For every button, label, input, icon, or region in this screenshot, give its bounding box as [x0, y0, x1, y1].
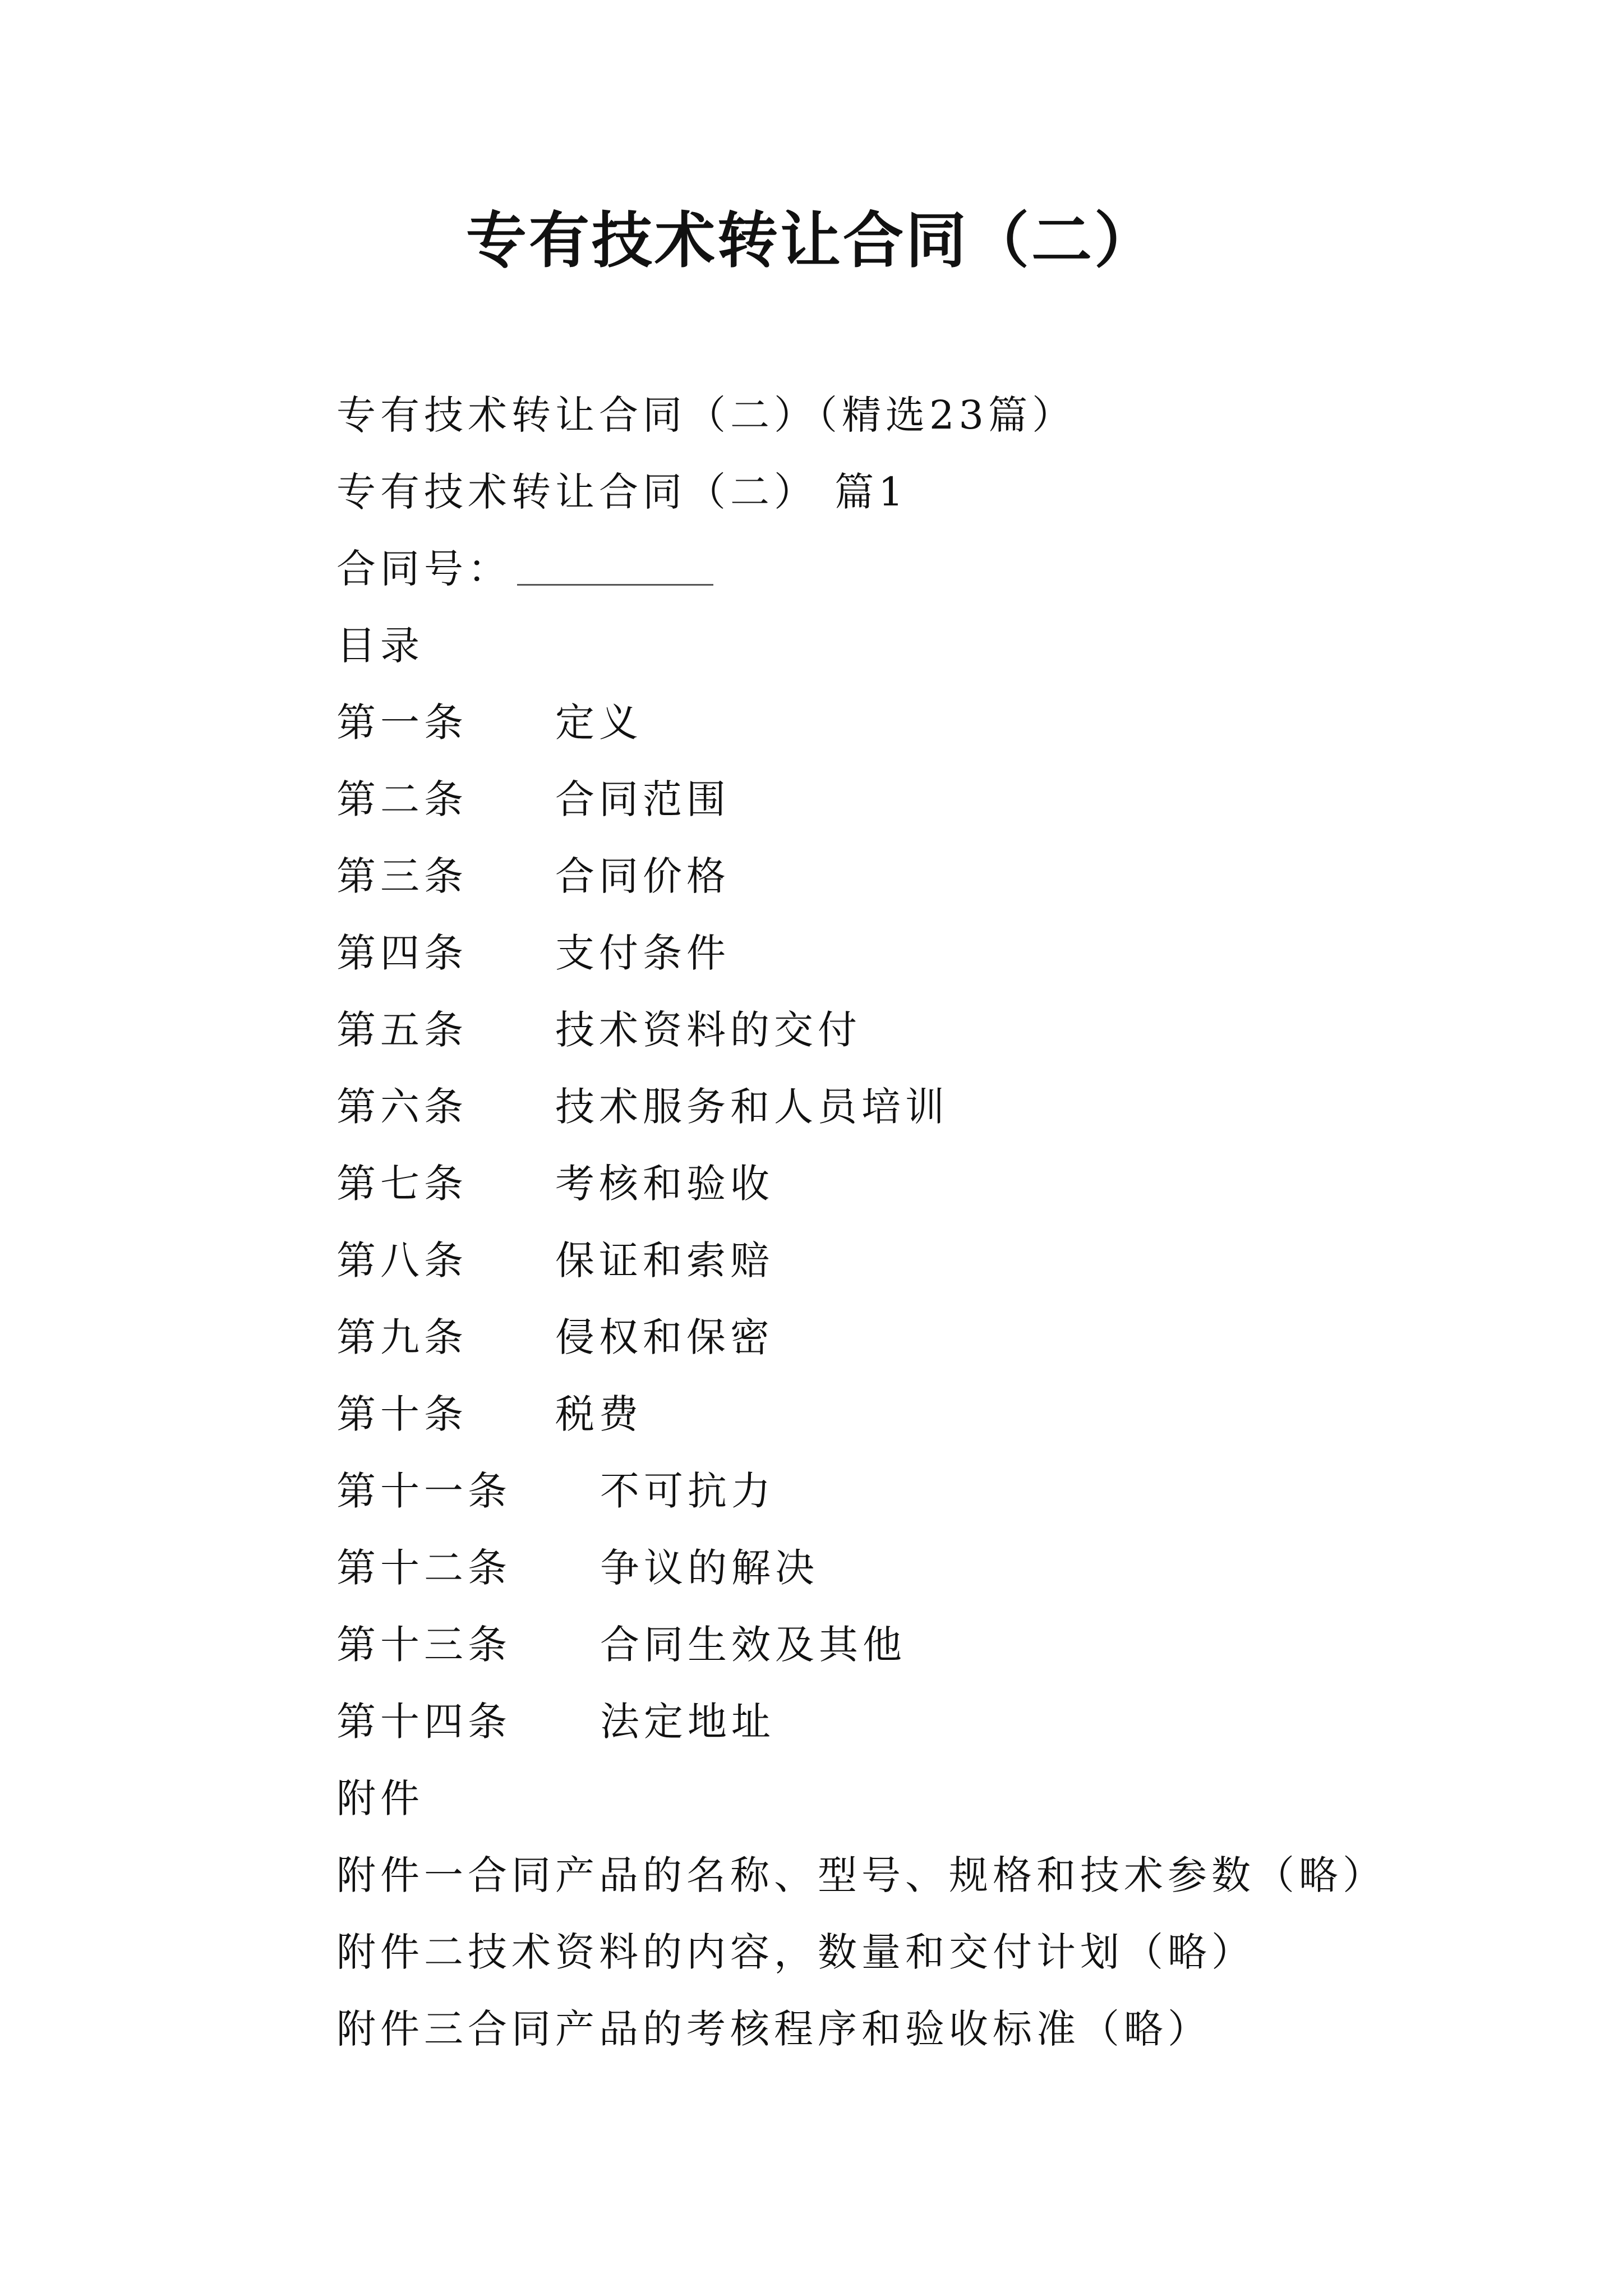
- article-number: 第十条: [336, 1391, 468, 1437]
- article-title: 技术资料的交付: [555, 1007, 861, 1053]
- article-number: 第六条: [336, 1084, 468, 1130]
- article-number: 第十二条: [336, 1545, 511, 1591]
- article-number: 第十四条: [336, 1699, 511, 1745]
- toc-article: [336, 1453, 1514, 1530]
- document-body: [336, 377, 1514, 2068]
- toc-article: [336, 992, 1514, 1069]
- section-heading: 专有技术转让合同（二） 篇1: [336, 469, 908, 515]
- article-title: 侵权和保密: [555, 1314, 774, 1360]
- article-title: 保证和索赔: [555, 1237, 774, 1283]
- article-title: 定义: [555, 700, 643, 746]
- article-title: 考核和验收: [555, 1161, 774, 1207]
- article-number: 第七条: [336, 1161, 468, 1207]
- contract-number-blank: [517, 550, 713, 586]
- article-title: 合同生效及其他: [600, 1622, 906, 1668]
- toc-article: [336, 684, 1514, 761]
- toc-article: [336, 1145, 1514, 1222]
- toc-article: [336, 761, 1514, 838]
- article-title: 技术服务和人员培训: [555, 1084, 949, 1130]
- article-number: 第五条: [336, 1007, 468, 1053]
- article-number: 第二条: [336, 776, 468, 822]
- article-title: 支付条件: [555, 930, 730, 976]
- toc-article: [336, 915, 1514, 992]
- article-number: 第九条: [336, 1314, 468, 1360]
- toc-article: [336, 1069, 1514, 1145]
- article-number: 第十三条: [336, 1622, 511, 1668]
- toc-article: [336, 1683, 1514, 1760]
- toc-article: [336, 1607, 1514, 1683]
- appendix-heading: 附件: [336, 1775, 424, 1821]
- article-number: 第一条: [336, 700, 468, 746]
- appendix-item: 附件三合同产品的考核程序和验收标准（略）: [336, 2006, 1211, 2052]
- toc-article: [336, 838, 1514, 915]
- contract-number-label: 合同号：: [336, 546, 511, 592]
- contract-number-line: [336, 531, 1514, 608]
- article-title: 法定地址: [600, 1699, 775, 1745]
- article-title: 税费: [555, 1391, 643, 1437]
- article-number: 第十一条: [336, 1468, 511, 1514]
- document-title: 专有技术转让合同（二）: [465, 206, 1157, 276]
- document-subtitle: 专有技术转让合同（二）（精选23篇）: [336, 392, 1076, 438]
- article-number: 第四条: [336, 930, 468, 976]
- toc-article: [336, 1222, 1514, 1299]
- article-title: 合同范围: [555, 776, 730, 822]
- article-title: 争议的解决: [600, 1545, 819, 1591]
- appendix-item: 附件二技术资料的内容，数量和交付计划（略）: [336, 1929, 1255, 1975]
- toc-article: [336, 1376, 1514, 1453]
- article-title: 不可抗力: [600, 1468, 775, 1514]
- article-title: 合同价格: [555, 853, 730, 899]
- toc-heading: 目录: [336, 623, 424, 669]
- article-number: 第三条: [336, 853, 468, 899]
- article-number: 第八条: [336, 1237, 468, 1283]
- toc-article: [336, 1299, 1514, 1376]
- toc-article: [336, 1530, 1514, 1607]
- appendix-item: 附件一合同产品的名称、型号、规格和技术参数（略）: [336, 1852, 1386, 1898]
